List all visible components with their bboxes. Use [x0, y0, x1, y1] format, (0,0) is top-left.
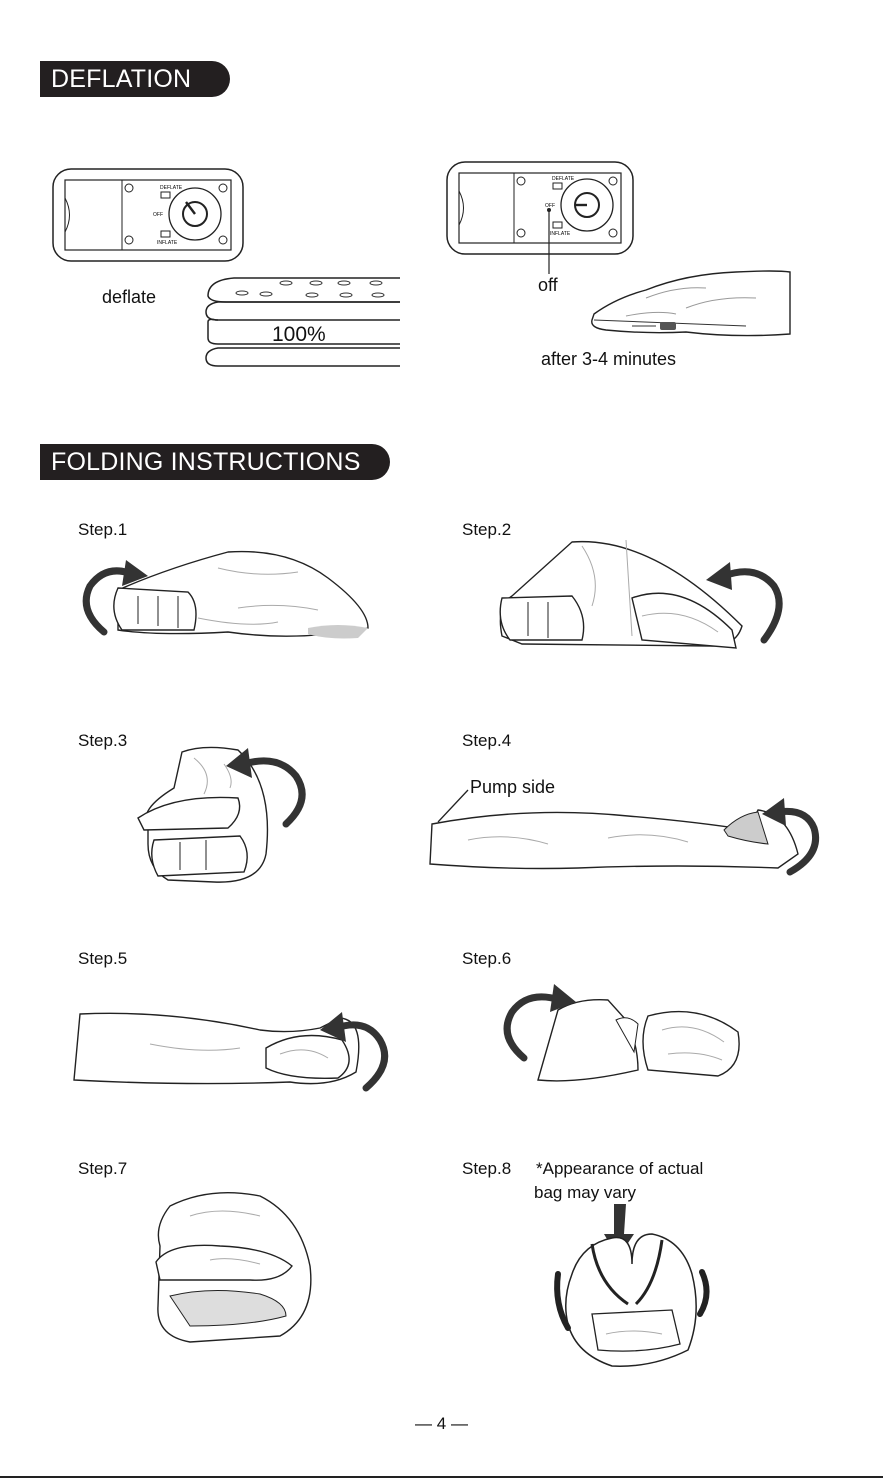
percent-label: 100% [272, 323, 326, 346]
dial-inflate-label: INFLATE [550, 231, 571, 237]
deflated-mattress-illustration [586, 268, 792, 340]
step-6-label: Step.6 [462, 949, 512, 968]
deflate-label: deflate [102, 287, 157, 307]
deflation-heading: DEFLATION [40, 61, 230, 97]
step-2-label: Step.2 [462, 520, 512, 539]
step-3-label: Step.3 [78, 731, 128, 750]
dial-off-label: OFF [545, 203, 555, 209]
pump-control-panel-deflate [52, 168, 244, 262]
pump-side-callout: Pump side [470, 777, 556, 797]
off-callout-line [545, 208, 553, 274]
step-8-label: Step.8 [462, 1159, 512, 1178]
page-number: — 4 — [415, 1414, 468, 1433]
step-1-label: Step.1 [78, 520, 128, 539]
pump-control-panel-off [446, 161, 634, 255]
step-8-note-line-2: bag may vary [534, 1183, 637, 1202]
step-1-illustration [78, 548, 374, 640]
inflated-mattress-illustration [204, 276, 400, 368]
dial-off-label: OFF [153, 212, 163, 218]
dial-inflate-label: INFLATE [157, 240, 178, 246]
after-minutes-label: after 3-4 minutes [541, 349, 677, 369]
step-5-illustration [70, 1004, 390, 1094]
step-5-label: Step.5 [78, 949, 128, 968]
step-3-illustration [134, 744, 314, 886]
step-8-note-line-1: *Appearance of actual [536, 1159, 704, 1178]
step-7-illustration [150, 1186, 316, 1348]
folding-instructions-heading: FOLDING INSTRUCTIONS [40, 444, 390, 480]
step-2-illustration [492, 536, 788, 650]
step-4-label: Step.4 [462, 731, 512, 750]
dial-deflate-label: DEFLATE [552, 176, 575, 182]
bottom-divider [0, 1476, 883, 1478]
step-4-illustration [428, 784, 824, 876]
step-8-illustration [552, 1204, 714, 1370]
step-6-illustration [498, 980, 748, 1084]
dial-deflate-label: DEFLATE [160, 185, 183, 191]
off-label: off [538, 275, 558, 295]
step-7-label: Step.7 [78, 1159, 128, 1178]
